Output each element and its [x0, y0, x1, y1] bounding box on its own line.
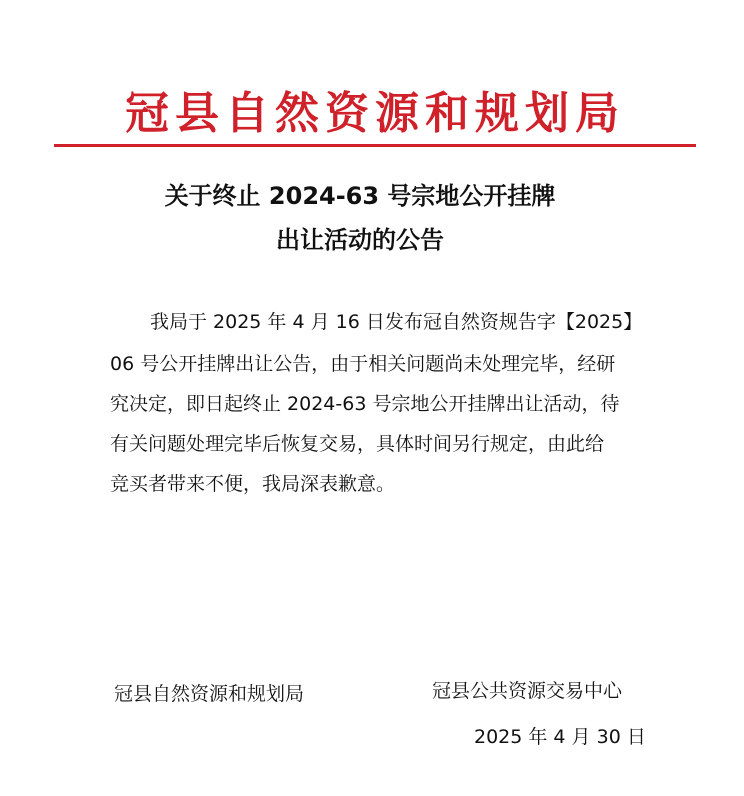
- body-paragraph-line-5: 竞买者带来不便，我局深表歉意。: [110, 473, 396, 495]
- signature-issuer-right: 冠县公共资源交易中心: [432, 680, 623, 702]
- notice-title-line-2: 出让活动的公告: [276, 226, 444, 254]
- body-paragraph-line-2: 06 号公开挂牌出让公告，由于相关问题尚未处理完毕，经研: [110, 353, 616, 375]
- letterhead-red-rule: [54, 144, 696, 147]
- signature-issuer-left: 冠县自然资源和规划局: [114, 683, 305, 705]
- signature-date: 2025 年 4 月 30 日: [474, 726, 646, 748]
- body-paragraph-line-3: 究决定，即日起终止 2024-63 号宗地公开挂牌出让活动，待: [110, 393, 620, 415]
- notice-title-line-1: 关于终止 2024-63 号宗地公开挂牌: [164, 182, 556, 210]
- letterhead-title: 冠县自然资源和规划局: [125, 88, 625, 139]
- body-paragraph-line-1: 我局于 2025 年 4 月 16 日发布冠自然资规告字【2025】: [150, 311, 643, 333]
- body-paragraph-line-4: 有关问题处理完毕后恢复交易，具体时间另行规定，由此给: [110, 433, 605, 455]
